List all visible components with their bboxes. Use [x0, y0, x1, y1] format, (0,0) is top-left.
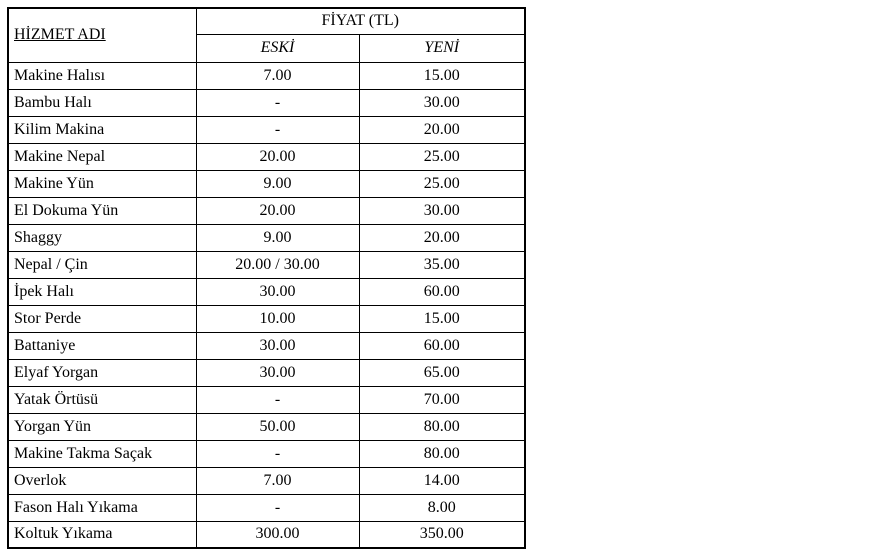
- table-row: [8, 116, 525, 143]
- service-name-cell: İpek Halı: [8, 278, 196, 305]
- old-price-cell: 9.00: [196, 224, 359, 251]
- new-price-cell: 25.00: [359, 170, 525, 197]
- service-name-cell: Nepal / Çin: [8, 251, 196, 278]
- table-row: [8, 89, 525, 116]
- old-price-cell: -: [196, 494, 359, 521]
- table-row: [8, 197, 525, 224]
- service-name-cell: Overlok: [8, 467, 196, 494]
- service-name-cell: Makine Halısı: [8, 62, 196, 89]
- service-name-cell: Yatak Örtüsü: [8, 386, 196, 413]
- old-price-cell: 30.00: [196, 332, 359, 359]
- service-name-cell: Bambu Halı: [8, 89, 196, 116]
- table-row: [8, 359, 525, 386]
- table-row: [8, 386, 525, 413]
- new-price-cell: 25.00: [359, 143, 525, 170]
- new-price-cell: 350.00: [359, 521, 525, 548]
- service-name-cell: Battaniye: [8, 332, 196, 359]
- new-price-cell: 20.00: [359, 224, 525, 251]
- table-row: [8, 251, 525, 278]
- price-group-header: FİYAT (TL): [196, 8, 525, 34]
- new-price-cell: 15.00: [359, 305, 525, 332]
- service-name-cell: Yorgan Yün: [8, 413, 196, 440]
- old-price-cell: -: [196, 116, 359, 143]
- table-row: [8, 494, 525, 521]
- table-row: [8, 278, 525, 305]
- new-price-cell: 60.00: [359, 278, 525, 305]
- header-row-1: [8, 8, 525, 34]
- table-row: [8, 143, 525, 170]
- service-name-cell: Elyaf Yorgan: [8, 359, 196, 386]
- service-name-cell: Shaggy: [8, 224, 196, 251]
- new-price-cell: 80.00: [359, 440, 525, 467]
- old-price-cell: 20.00 / 30.00: [196, 251, 359, 278]
- service-name-cell: Makine Nepal: [8, 143, 196, 170]
- old-price-cell: 9.00: [196, 170, 359, 197]
- new-price-cell: 30.00: [359, 89, 525, 116]
- new-price-cell: 35.00: [359, 251, 525, 278]
- service-name-cell: Kilim Makina: [8, 116, 196, 143]
- new-price-cell: 20.00: [359, 116, 525, 143]
- old-price-cell: -: [196, 89, 359, 116]
- price-table: [7, 7, 526, 549]
- table-row: [8, 440, 525, 467]
- old-price-header: ESKİ: [196, 34, 359, 62]
- old-price-cell: 7.00: [196, 62, 359, 89]
- old-price-cell: 10.00: [196, 305, 359, 332]
- new-price-cell: 30.00: [359, 197, 525, 224]
- table-row: [8, 170, 525, 197]
- service-name-cell: Koltuk Yıkama: [8, 521, 196, 548]
- service-column-header: HİZMET ADI: [8, 8, 196, 62]
- new-price-cell: 14.00: [359, 467, 525, 494]
- table-row: [8, 467, 525, 494]
- table-row: [8, 413, 525, 440]
- table-row: [8, 62, 525, 89]
- new-price-cell: 80.00: [359, 413, 525, 440]
- new-price-cell: 70.00: [359, 386, 525, 413]
- table-row: [8, 332, 525, 359]
- table-row: [8, 224, 525, 251]
- service-name-cell: Fason Halı Yıkama: [8, 494, 196, 521]
- new-price-header: YENİ: [359, 34, 525, 62]
- service-name-cell: Stor Perde: [8, 305, 196, 332]
- old-price-cell: 300.00: [196, 521, 359, 548]
- service-name-cell: Makine Yün: [8, 170, 196, 197]
- old-price-cell: -: [196, 386, 359, 413]
- table-row: [8, 521, 525, 548]
- new-price-cell: 65.00: [359, 359, 525, 386]
- service-name-cell: Makine Takma Saçak: [8, 440, 196, 467]
- new-price-cell: 60.00: [359, 332, 525, 359]
- old-price-cell: 7.00: [196, 467, 359, 494]
- old-price-cell: 20.00: [196, 197, 359, 224]
- new-price-cell: 8.00: [359, 494, 525, 521]
- table-row: [8, 305, 525, 332]
- service-name-cell: El Dokuma Yün: [8, 197, 196, 224]
- old-price-cell: 50.00: [196, 413, 359, 440]
- old-price-cell: 30.00: [196, 278, 359, 305]
- old-price-cell: 20.00: [196, 143, 359, 170]
- old-price-cell: 30.00: [196, 359, 359, 386]
- new-price-cell: 15.00: [359, 62, 525, 89]
- price-table-body: [8, 62, 525, 548]
- price-table-header: [8, 8, 525, 62]
- old-price-cell: -: [196, 440, 359, 467]
